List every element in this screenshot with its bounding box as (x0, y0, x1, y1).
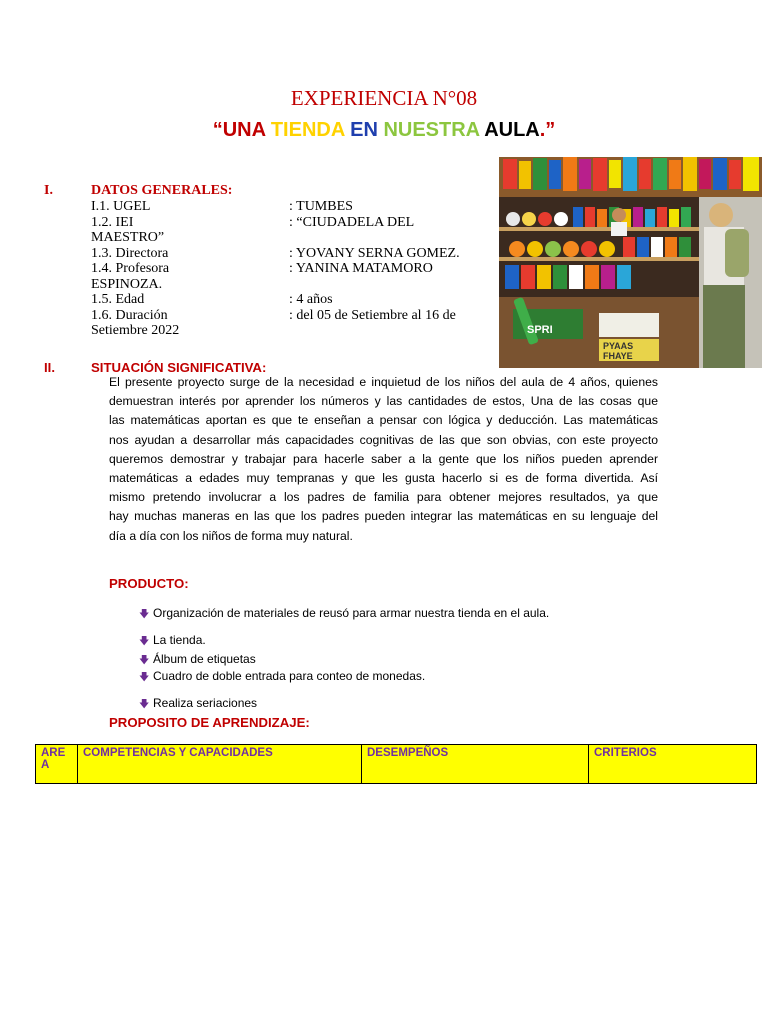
list-item (139, 696, 257, 714)
paragraph-line: matemáticas a edades muy tempranas y que les gusta hacerlo si es de forma divertida. Así (109, 471, 658, 486)
list-item (139, 606, 549, 624)
list-item-text: La tienda. (153, 633, 206, 647)
data-row (91, 215, 491, 231)
list-item (139, 633, 206, 651)
project-subtitle (0, 119, 768, 142)
table-header-row (36, 745, 757, 784)
data-row (91, 292, 491, 308)
subtitle-word: .” (539, 119, 556, 141)
data-label: 1.2. IEI (91, 214, 134, 230)
subtitle-word: EN (350, 119, 384, 141)
list-item (139, 669, 425, 687)
section-number-1: I. (44, 183, 53, 198)
table-header-cell: COMPETENCIAS Y CAPACIDADES (78, 745, 362, 784)
list-item-text: Realiza seriaciones (153, 696, 258, 710)
paragraph-line: mismo pretendo involucrar a los padres de familia para obtener mejores resultados, ya que (109, 490, 658, 505)
product-title: PRODUCTO: (109, 576, 189, 591)
purpose-table (35, 744, 757, 784)
data-value: : YANINA MATAMORO (289, 261, 433, 276)
data-label: Setiembre 2022 (91, 323, 180, 338)
sign-text: SPRI (527, 324, 553, 336)
bullet-arrow-icon: 🡇 (139, 609, 150, 620)
subtitle-word: TIENDA (270, 119, 351, 141)
paragraph-line: hay muchas maneras en las que los padres pueden integrar las matemáticas en su lenguaje del (109, 509, 658, 524)
section-number-2: II. (44, 360, 55, 375)
table-header-cell: DESEMPEÑOS (362, 745, 589, 784)
data-value: : YOVANY SERNA GOMEZ. (289, 245, 460, 261)
data-row (91, 308, 491, 324)
data-label: ESPINOZA. (91, 276, 163, 292)
data-label: 1.3. Directora (91, 245, 169, 261)
table-header-cell: CRITERIOS (589, 745, 757, 784)
purpose-title: PROPOSITO DE APRENDIZAJE: (109, 715, 310, 730)
data-row (91, 246, 491, 262)
section-title-datos-generales: DATOS GENERALES: (91, 183, 233, 198)
subtitle-word: “UNA (212, 119, 271, 141)
bullet-arrow-icon: 🡇 (139, 672, 150, 683)
table-header-cell: ARE A (36, 745, 78, 784)
counter-text: PYAAS (603, 341, 634, 351)
data-row (91, 261, 491, 277)
data-row (91, 323, 491, 339)
paragraph-line: nos ayudan a desarrollar más capacidades cognitivas de las que son obvias, con este proyecto (109, 432, 658, 447)
paragraph-line: día a día con los niños de forma muy natural. (109, 528, 353, 543)
data-label: 1.4. Profesora (91, 261, 170, 276)
experience-title: EXPERIENCIA N°08 (290, 86, 478, 110)
situation-paragraph (109, 373, 658, 546)
data-value: : 4 años (289, 292, 333, 307)
paragraph-line: queremos demostrar y trabajar para hacerle saber a la gente que los niños pueden aprender (109, 451, 658, 466)
list-item-text: Álbum de etiquetas (153, 652, 256, 666)
general-data-list (91, 199, 491, 339)
data-row (91, 230, 491, 246)
paragraph-line: El presente proyecto surge de la necesidad e inquietud de los niños del aula de 4 años, quienes (109, 375, 658, 389)
data-row (91, 199, 491, 215)
subtitle-word: NUESTRA (383, 119, 485, 141)
list-item-text: Organización de materiales de reusó para armar nuestra tienda en el aula. (153, 606, 550, 620)
data-label: I.1. UGEL (91, 199, 151, 214)
data-row (91, 277, 491, 293)
paragraph-line: demuestran interés por aprender los números y las cantidades de estos, Una de las cosas que (109, 394, 658, 409)
store-kiosk-photo (499, 157, 762, 368)
data-value: : TUMBES (289, 199, 353, 214)
paragraph-line: las matemáticas aportan es que te enseñan a pensar con lógica y deducción. Las matemáticas (109, 413, 658, 428)
data-value: : “CIUDADELA DEL (289, 214, 415, 230)
list-item (139, 652, 256, 670)
bullet-arrow-icon: 🡇 (139, 699, 150, 710)
data-label: 1.6. Duración (91, 307, 168, 323)
bullet-arrow-icon: 🡇 (139, 655, 150, 666)
counter-text-2: FHAYE (603, 351, 633, 361)
subtitle-word: AULA (484, 119, 540, 141)
kiosk-illustration (499, 157, 762, 368)
data-label: MAESTRO” (91, 230, 165, 245)
bullet-arrow-icon: 🡇 (139, 636, 150, 647)
list-item-text: Cuadro de doble entrada para conteo de monedas. (153, 669, 426, 683)
section-title-situacion: SITUACIÓN SIGNIFICATIVA: (91, 360, 267, 375)
data-value: : del 05 de Setiembre al 16 de (289, 307, 456, 323)
data-label: 1.5. Edad (91, 292, 145, 307)
